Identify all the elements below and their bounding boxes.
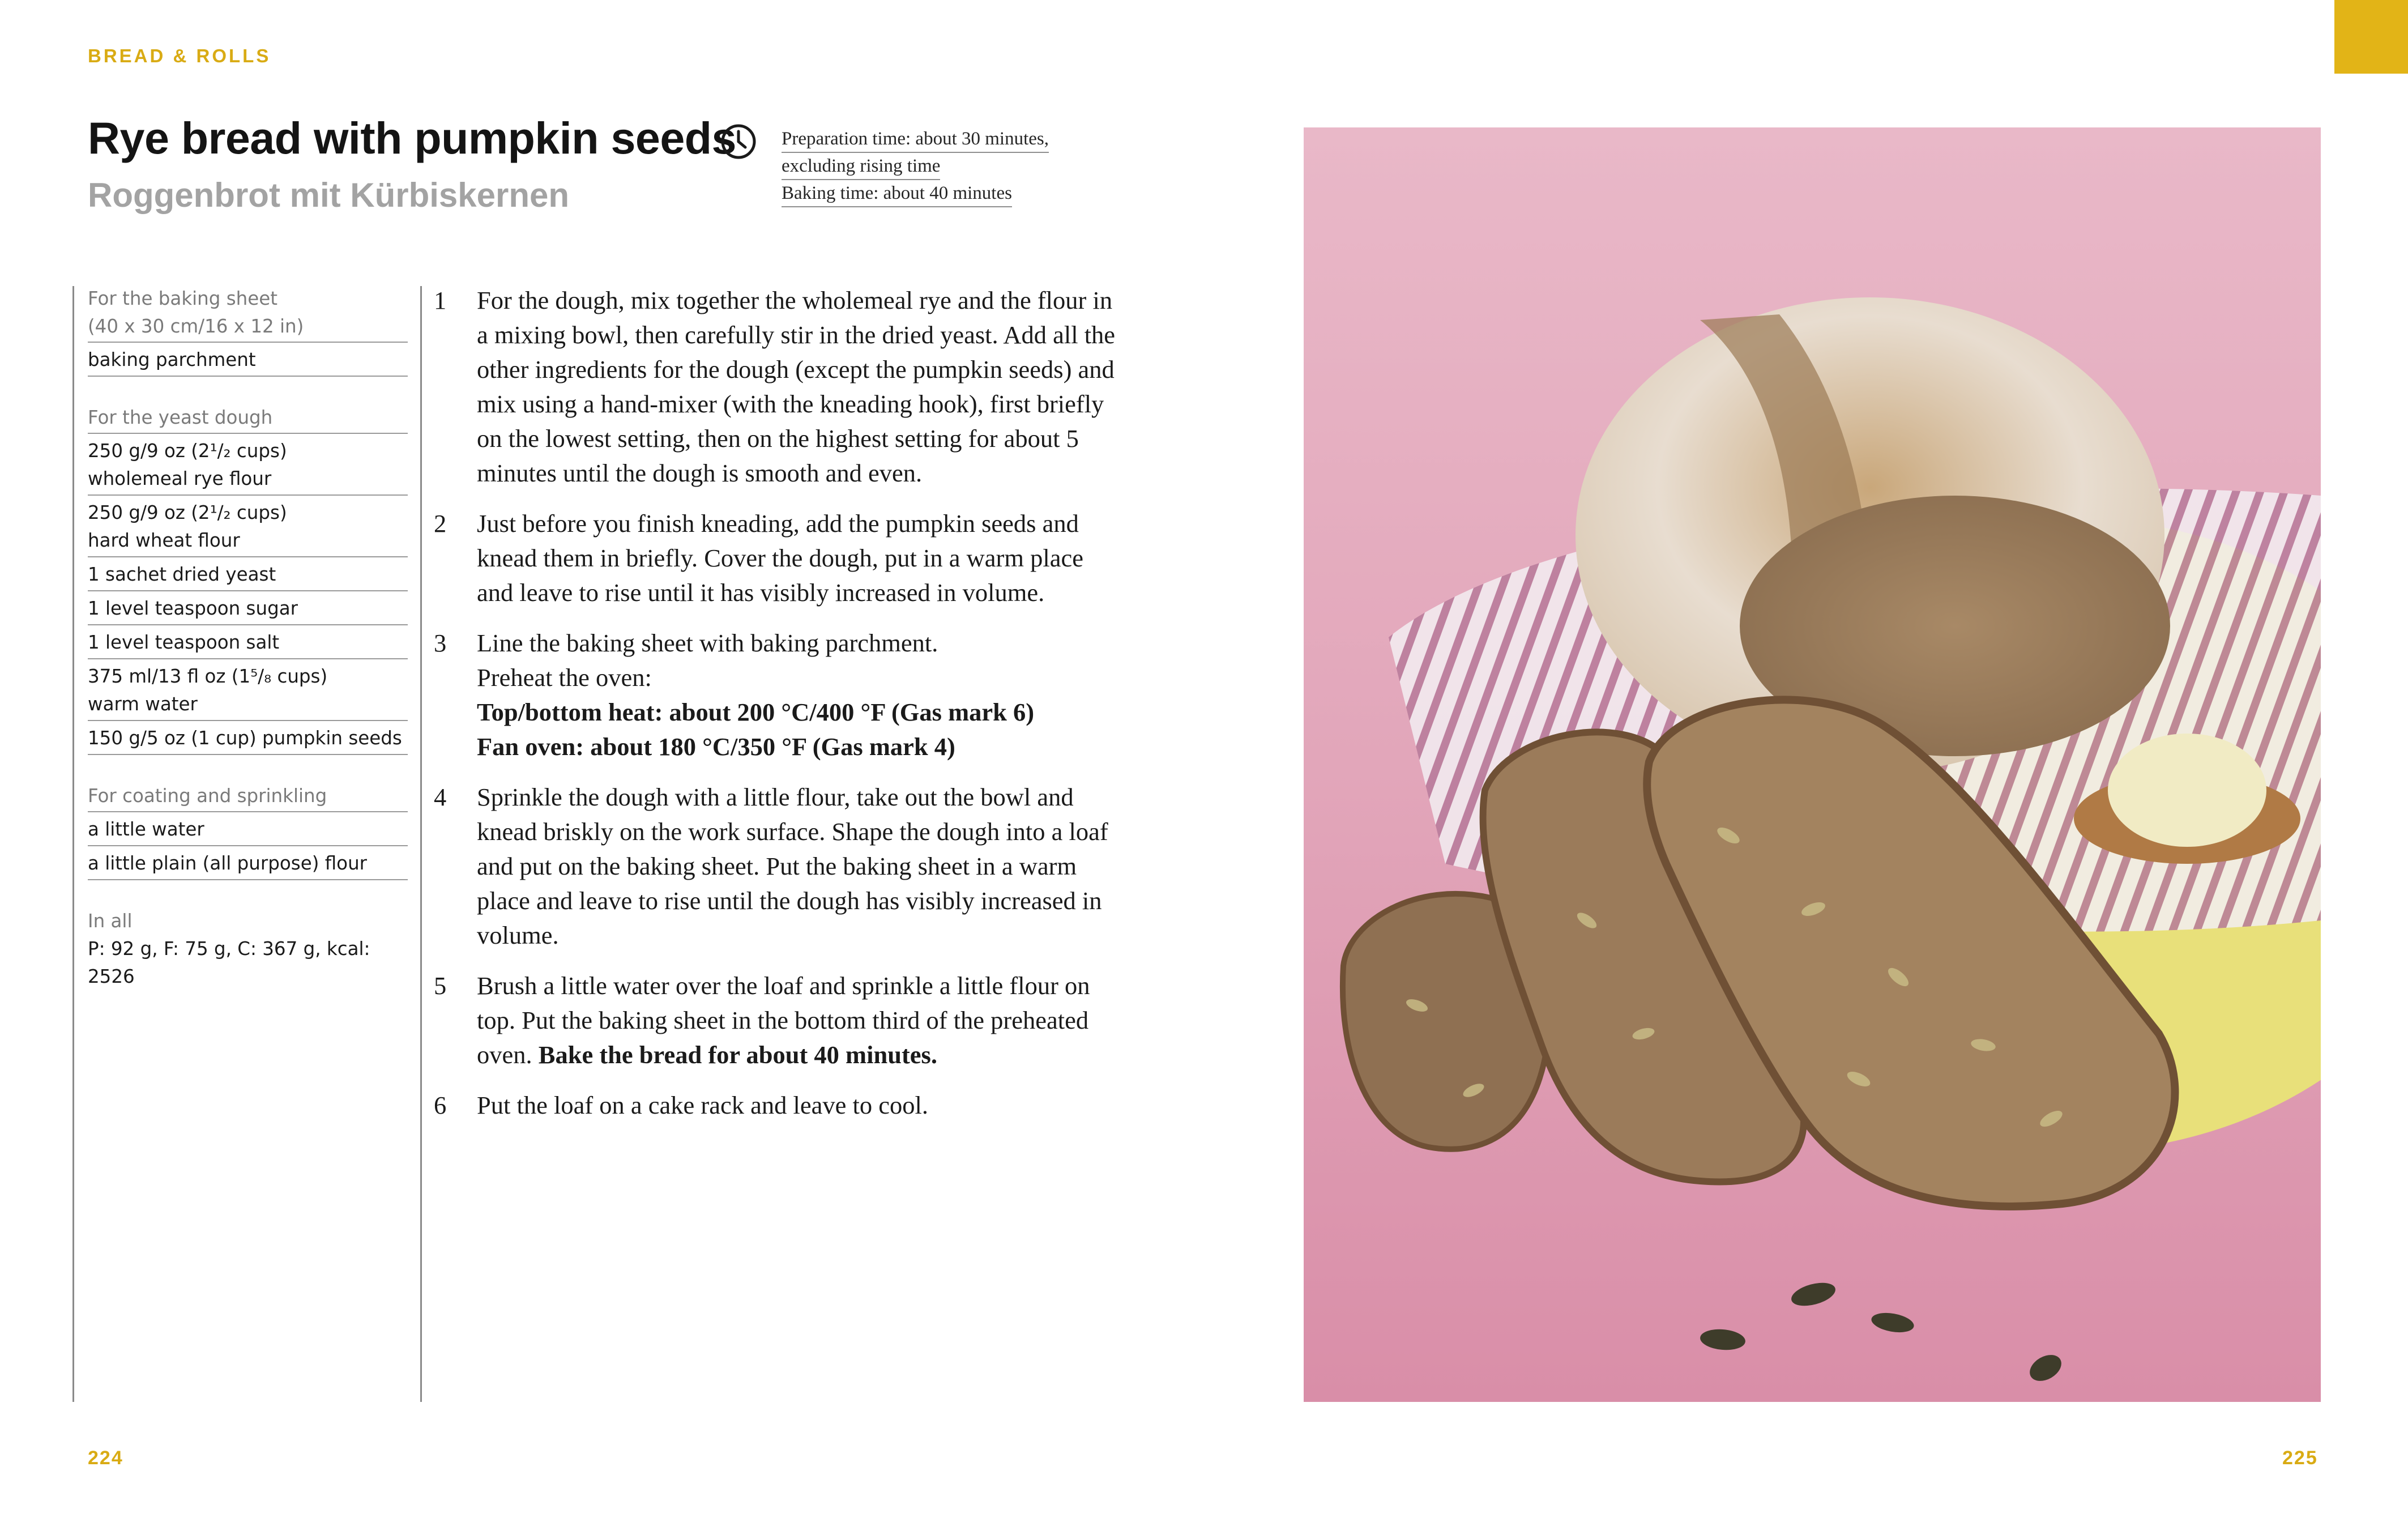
nutrition-totals: P: 92 g, F: 75 g, C: 367 g, kcal: 2526 bbox=[88, 938, 370, 987]
ingredient-amount: 375 ml/13 fl oz (1⁵/₈ cups) bbox=[88, 666, 328, 687]
yeast-dough-heading: For the yeast dough bbox=[88, 404, 408, 434]
oven-top-bottom-heat: Top/bottom heat: about 200 °C/400 °F (Gas mark 6) bbox=[477, 698, 1035, 726]
ingredient-name: warm water bbox=[88, 693, 198, 715]
left-column-rule bbox=[72, 286, 74, 1402]
section-label: BREAD & ROLLS bbox=[88, 45, 271, 66]
method-steps bbox=[432, 283, 1120, 1139]
baking-time: Baking time: about 40 minutes bbox=[782, 180, 1012, 207]
prep-time-line-2: excluding rising time bbox=[782, 153, 940, 180]
ingredient-name: hard wheat flour bbox=[88, 530, 240, 551]
ingredient-amount: 250 g/9 oz (2¹/₂ cups) bbox=[88, 502, 287, 523]
ingredient-item: 1 sachet dried yeast bbox=[88, 557, 408, 591]
bake-time-emphasis: Bake the bread for about 40 minutes. bbox=[538, 1041, 937, 1069]
method-step bbox=[432, 1088, 1120, 1123]
ingredient-item: baking parchment bbox=[88, 343, 408, 377]
baking-sheet-size: (40 x 30 cm/16 x 12 in) bbox=[88, 313, 408, 343]
step-text-part: Brush a little water over the loaf and sprinkle a little flour on top. Put the baking sheet in the bottom third of the preheated oven. bbox=[477, 971, 1090, 1069]
clock-icon bbox=[720, 123, 757, 160]
baking-sheet-heading bbox=[88, 285, 408, 313]
method-step bbox=[432, 780, 1120, 953]
recipe-subtitle: Roggenbrot mit Kürbiskernen bbox=[88, 176, 570, 214]
step-number: 1 bbox=[434, 286, 447, 314]
timing-info bbox=[782, 126, 1049, 207]
ingredient-item bbox=[88, 659, 408, 721]
ingredient-item: 150 g/5 oz (1 cup) pumpkin seeds bbox=[88, 721, 408, 755]
ingredient-amount: 250 g/9 oz (2¹/₂ cups) bbox=[88, 440, 287, 462]
step-text-line: Preheat the oven: bbox=[477, 663, 652, 692]
step-text: For the dough, mix together the wholemeal rye and the flour in a mixing bowl, then carefully stir in the dried yeast. Add all the other ingredients for the dough (except the pumpkin seeds) and mix using a hand-mixer (with the kneading hook), first briefly on the lowest setting, then on the highest setting for about 5 minutes until the dough is smooth and even. bbox=[477, 286, 1116, 487]
ingredient-item: a little plain (all purpose) flour bbox=[88, 846, 408, 880]
step-text bbox=[477, 626, 1120, 764]
step-text: Sprinkle the dough with a little flour, take out the bowl and knead briskly on the work surface. Shape the dough into a loaf and put on the baking sheet. Put the baking sheet in a warm place and leave to rise until the dough has visibly increased in volume. bbox=[477, 783, 1108, 949]
method-step bbox=[432, 506, 1120, 610]
ingredient-item bbox=[88, 434, 408, 496]
ingredient-item bbox=[88, 496, 408, 557]
step-text-line: Line the baking sheet with baking parchment. bbox=[477, 629, 938, 657]
step-text: Put the loaf on a cake rack and leave to cool. bbox=[477, 1091, 928, 1119]
page-number-left: 224 bbox=[88, 1447, 123, 1469]
page-number-right: 225 bbox=[2282, 1447, 2318, 1469]
oven-fan-heat: Fan oven: about 180 °C/350 °F (Gas mark 4) bbox=[477, 732, 955, 761]
ingredient-item: a little water bbox=[88, 812, 408, 846]
coating-heading: For coating and sprinkling bbox=[88, 782, 408, 812]
step-number: 6 bbox=[434, 1091, 447, 1119]
method-step bbox=[432, 969, 1120, 1072]
step-text bbox=[477, 969, 1120, 1072]
bread-photo bbox=[1304, 127, 2321, 1402]
step-text: Just before you finish kneading, add the pumpkin seeds and knead them in briefly. Cover the dough, put in a warm place and leave to rise until it has visibly increased in volume. bbox=[477, 509, 1083, 607]
method-step bbox=[432, 283, 1120, 491]
middle-column-rule bbox=[420, 286, 422, 1402]
corner-color-tab bbox=[2334, 0, 2408, 74]
ingredients-list bbox=[88, 285, 408, 991]
method-step bbox=[432, 626, 1120, 764]
step-number: 4 bbox=[434, 783, 447, 811]
step-number: 3 bbox=[434, 629, 447, 657]
ingredient-item: 1 level teaspoon sugar bbox=[88, 591, 408, 625]
recipe-title: Rye bread with pumpkin seeds bbox=[88, 113, 736, 163]
ingredient-item: 1 level teaspoon salt bbox=[88, 625, 408, 659]
step-number: 2 bbox=[434, 509, 447, 538]
baking-sheet-heading-line-1: For the baking sheet bbox=[88, 288, 277, 309]
prep-time-line-1: Preparation time: about 30 minutes, bbox=[782, 126, 1049, 153]
ingredient-name: wholemeal rye flour bbox=[88, 468, 272, 489]
step-number: 5 bbox=[434, 971, 447, 1000]
totals-heading: In all bbox=[88, 910, 133, 932]
